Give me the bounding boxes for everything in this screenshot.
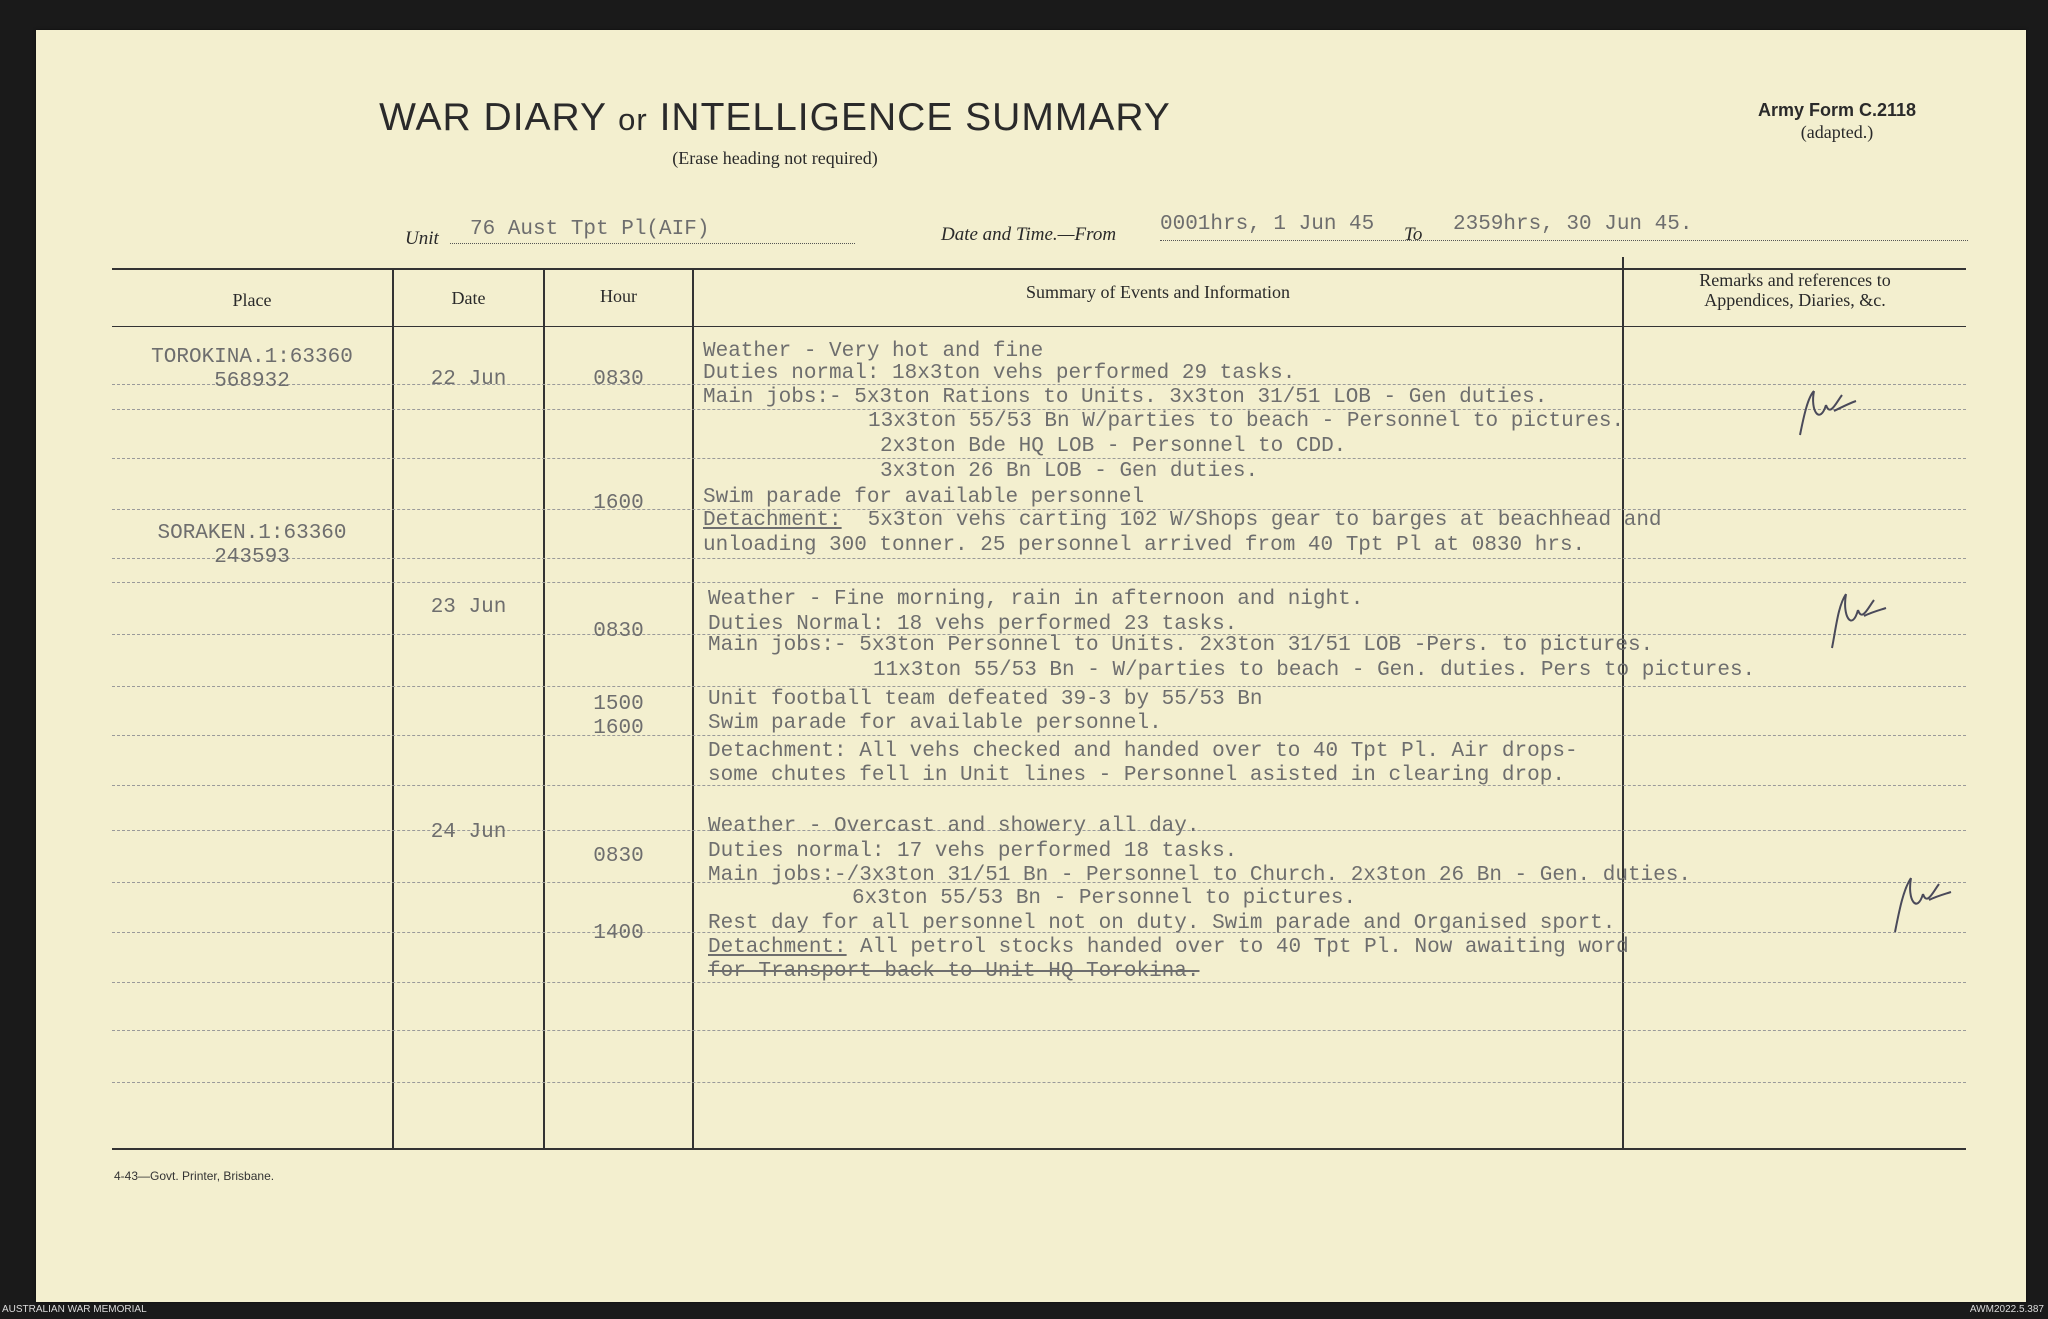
summary-line: 5x3ton vehs carting 102 W/Shops gear to barges at beachhead and bbox=[855, 509, 1662, 532]
hour-entry: 1600 bbox=[593, 492, 644, 515]
summary-line: Main jobs:- 5x3ton Personnel to Units. 2x3ton 31/51 LOB -Pers. to pictures. bbox=[708, 634, 1654, 657]
to-value: 2359hrs, 30 Jun 45. bbox=[1453, 213, 1693, 236]
summary-line: Detachment: All vehs checked and handed over to 40 Tpt Pl. Air drops- bbox=[708, 740, 1578, 763]
summary-line: 11x3ton 55/53 Bn - W/parties to beach - Gen. duties. Pers to pictures. bbox=[873, 659, 1756, 682]
to-label: To bbox=[1404, 224, 1423, 245]
unit-label: Unit bbox=[405, 228, 439, 249]
date-24-jun: 24 Jun bbox=[430, 821, 507, 844]
ruled-line bbox=[112, 686, 1966, 687]
army-form-number: Army Form C.2118 bbox=[1757, 100, 1917, 120]
hour-entry: 0830 bbox=[593, 845, 644, 868]
place-torokina-grid: 568932 bbox=[214, 370, 290, 393]
archive-reference: AWM2022.5.387 bbox=[1969, 1304, 2044, 1315]
date-underline bbox=[1160, 240, 1968, 241]
form-subtitle: (Erase heading not required) bbox=[672, 148, 878, 168]
summary-line: Main jobs:-/3x3ton 31/51 Bn - Personnel to Church. 2x3ton 26 Bn - Gen. duties. bbox=[708, 864, 1691, 887]
summary-line: 13x3ton 55/53 Bn W/parties to beach - Personnel to pictures. bbox=[868, 410, 1625, 433]
handwritten-initials bbox=[1820, 588, 1890, 658]
col-head-date: Date bbox=[451, 288, 486, 308]
summary-line: Weather - Overcast and showery all day. bbox=[708, 815, 1200, 838]
date-time-label: Date and Time.—From bbox=[941, 224, 1117, 245]
handwritten-initials bbox=[1790, 385, 1860, 445]
from-value: 0001hrs, 1 Jun 45 bbox=[1160, 213, 1375, 236]
ruled-line bbox=[112, 735, 1966, 736]
date-23-jun: 23 Jun bbox=[430, 596, 507, 619]
col-head-remarks-line2: Appendices, Diaries, &c. bbox=[1704, 290, 1886, 310]
hour-entry: 1400 bbox=[593, 922, 644, 945]
handwritten-initials bbox=[1885, 870, 1955, 940]
col-divider bbox=[692, 268, 694, 1150]
col-divider bbox=[392, 268, 394, 1150]
summary-line: 6x3ton 55/53 Bn - Personnel to pictures. bbox=[852, 887, 1357, 910]
col-head-hour: Hour bbox=[600, 286, 637, 306]
summary-line: Main jobs:- 5x3ton Rations to Units. 3x3ton 31/51 LOB - Gen duties. bbox=[703, 386, 1548, 409]
place-torokina: TOROKINA.1:63360 bbox=[151, 346, 353, 369]
summary-line: Swim parade for available personnel bbox=[703, 486, 1145, 509]
ruled-line bbox=[112, 1082, 1966, 1083]
printer-imprint: 4-43—Govt. Printer, Brisbane. bbox=[114, 1169, 275, 1183]
summary-line: unloading 300 tonner. 25 personnel arrived from 40 Tpt Pl at 0830 hrs. bbox=[703, 534, 1586, 557]
summary-line: Duties normal: 18x3ton vehs performed 29 tasks. bbox=[703, 362, 1296, 385]
header-row-border bbox=[112, 326, 1966, 327]
hour-entry: 0830 bbox=[593, 620, 644, 643]
date-22-jun: 22 Jun bbox=[430, 368, 507, 391]
col-head-place: Place bbox=[232, 290, 272, 310]
place-soraken-grid: 243593 bbox=[214, 546, 290, 569]
col-head-summary: Summary of Events and Information bbox=[1026, 282, 1290, 302]
summary-line: for Transport back to Unit HQ Torokina. bbox=[708, 960, 1200, 983]
summary-line: Duties Normal: 18 vehs performed 23 tasks. bbox=[708, 613, 1238, 636]
summary-line: Weather - Very hot and fine bbox=[703, 340, 1044, 363]
summary-line: All petrol stocks handed over to 40 Tpt Pl. Now awaiting word bbox=[860, 936, 1629, 959]
summary-line: Duties normal: 17 vehs performed 18 tasks. bbox=[708, 840, 1238, 863]
table-bottom-border bbox=[112, 1148, 1966, 1150]
col-head-remarks-line1: Remarks and references to bbox=[1699, 270, 1891, 290]
summary-detachment-label: Detachment: bbox=[708, 936, 847, 959]
unit-underline bbox=[450, 243, 855, 244]
summary-line: some chutes fell in Unit lines - Personnel asisted in clearing drop. bbox=[708, 764, 1565, 787]
ruled-line bbox=[112, 458, 1966, 459]
summary-line: Weather - Fine morning, rain in afternoon and night. bbox=[708, 588, 1364, 611]
unit-value: 76 Aust Tpt Pl(AIF) bbox=[470, 218, 710, 241]
hour-entry: 0830 bbox=[593, 368, 644, 391]
place-soraken: SORAKEN.1:63360 bbox=[157, 522, 347, 545]
summary-line: Rest day for all personnel not on duty. Swim parade and Organised sport. bbox=[708, 912, 1616, 935]
summary-line: 2x3ton Bde HQ LOB - Personnel to CDD. bbox=[880, 435, 1347, 458]
summary-line: Swim parade for available personnel. bbox=[708, 712, 1162, 735]
archive-caption: AUSTRALIAN WAR MEMORIAL bbox=[2, 1304, 147, 1315]
hour-entry: 1600 bbox=[593, 717, 644, 740]
col-divider bbox=[1622, 257, 1624, 1150]
form-title: WAR DIARY or INTELLIGENCE SUMMARY bbox=[379, 96, 1171, 139]
summary-line: 3x3ton 26 Bn LOB - Gen duties. bbox=[880, 460, 1259, 483]
army-form-adapted: (adapted.) bbox=[1800, 122, 1874, 142]
ruled-line bbox=[112, 1030, 1966, 1031]
hour-entry: 1500 bbox=[593, 693, 644, 716]
ruled-line bbox=[112, 582, 1966, 583]
summary-detachment-label: Detachment: bbox=[703, 509, 842, 532]
summary-line: Unit football team defeated 39-3 by 55/53 Bn bbox=[708, 688, 1263, 711]
